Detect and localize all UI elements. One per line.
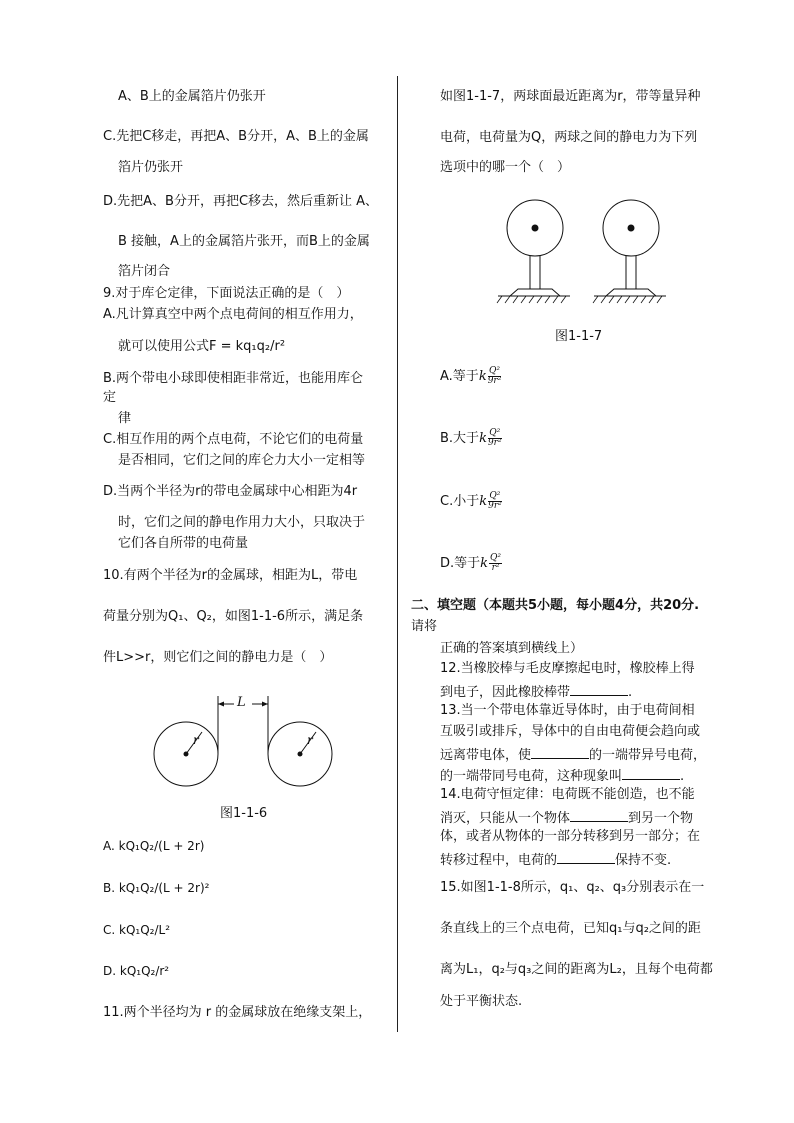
q9-option-d-line2: 时，它们之间的静电作用力大小，只取决于 [118,515,366,530]
fig6-label-r1: r [193,733,199,747]
q11-option-d [440,554,502,573]
q13-blank-1[interactable] [531,745,589,759]
question-15-line2: 条直线上的三个点电荷，已知q₁与q₂之间的距 [440,921,701,936]
q11-option-c [440,492,502,511]
q11-option-d-label: D.等于 [440,556,481,571]
fig6-label-r2: r [307,733,313,747]
fraction-numerator: Q² [489,428,501,438]
q11-option-c-label: C.小于 [440,494,480,509]
question-13-line2: 互吸引或排斥，导体中的自由电荷便会趋向或 [440,724,701,739]
option-b-continuation: A、B上的金属箔片仍张开 [118,89,266,104]
section-2-heading-line2: 请将 [411,619,438,634]
fraction-denominator: 9r² [487,376,502,386]
fig7-caption: 图1-1-7 [555,329,603,344]
figure-1-1-6 [140,690,380,790]
fig6-label-L: L [237,695,246,710]
q13-period: . [680,769,685,784]
q11-option-b-fraction [488,429,502,448]
question-14-line4 [440,850,671,869]
q10-option-a: A. kQ₁Q₂/(L + 2r) [103,839,205,853]
fraction-numerator: Q² [489,491,501,501]
q11-option-b-label: B.大于 [440,431,480,446]
q12-text: 到电子，因此橡胶棒带 [440,685,571,700]
q13-text-a: 远离带电体，使 [440,748,532,763]
q11-option-c-k: k [479,494,488,509]
q9-option-a-line2: 就可以使用公式F = kq₁q₂/r² [118,339,286,354]
q11-option-a-k: k [478,369,487,384]
q11-option-d-fraction [489,554,502,573]
option-c-line1: C.先把C移走，再把A、B分开，A、B上的金属 [103,129,369,144]
question-14-line3: 体，或者从物体的一部分转移到另一部分；在 [440,829,701,844]
question-10-line3: 件L>>r，则它们之间的静电力是（ ） [103,650,333,665]
q11-option-d-k: k [480,556,489,571]
fraction-denominator: 9r² [487,438,502,448]
q9-option-d-line3: 它们各自所带的电荷量 [118,536,249,551]
q10-option-b: B. kQ₁Q₂/(L + 2r)² [103,881,210,895]
question-10-line1: 10.有两个半径为r的金属球，相距为L，带电 [103,568,358,583]
question-10-line2: 荷量分别为Q₁、Q₂，如图1-1-6所示，满足条 [103,609,364,624]
q9-option-b-line1: B.两个带电小球即使相距非常近，也能用库仑 [103,371,364,386]
q12-blank[interactable] [570,682,628,696]
option-d-line3: 箔片闭合 [118,264,171,279]
q11-option-c-fraction [488,492,502,511]
q11-line4: 选项中的哪一个（ ） [440,160,571,175]
q10-option-d: D. kQ₁Q₂/r² [103,964,170,978]
fig6-caption: 图1-1-6 [220,806,268,821]
q9-option-c-line1: C.相互作用的两个点电荷，不论它们的电荷量 [103,432,364,447]
q14-text-a: 消灭，只能从一个物体 [440,811,571,826]
q9-option-a-line1: A.凡计算真空中两个点电荷间的相互作用力， [103,307,363,322]
question-13-line4 [440,766,684,785]
column-divider [397,76,398,1032]
q11-option-a [440,367,501,386]
fraction-numerator: Q² [490,553,502,563]
q10-option-c: C. kQ₁Q₂/L² [103,923,171,937]
fraction-denominator: r² [491,563,500,573]
q11-option-a-fraction [488,367,502,386]
question-12-line1: 12.当橡胶棒与毛皮摩擦起电时，橡胶棒上得 [440,661,695,676]
question-13-line3 [440,745,706,764]
question-15-line4: 处于平衡状态. [440,994,523,1009]
question-13-line1: 13.当一个带电体靠近导体时，由于电荷间相 [440,703,695,718]
question-14-line1: 14.电荷守恒定律：电荷既不能创造，也不能 [440,787,695,802]
q14-blank-2[interactable] [557,850,615,864]
q13-text-b: 的一端带异号电荷， [589,748,707,763]
q14-text-b: 到另一个物 [628,811,694,826]
q9-option-b-line2: 定 [103,390,117,405]
question-15-line3: 离为L₁，q₂与q₃之间的距离为L₂，且每个电荷都 [440,962,713,977]
fraction-denominator: 9r² [488,501,502,511]
question-9: 9.对于库仑定律，下面说法正确的是（ ） [103,286,350,301]
q13-blank-2[interactable] [622,766,680,780]
fraction-numerator: Q² [489,366,501,376]
q9-option-c-line2: 是否相同，它们之间的库仑力大小一定相等 [118,453,366,468]
q11-line2: 如图1-1-7，两球面最近距离为r，带等量异种 [440,89,701,104]
figure-1-1-7 [494,194,684,314]
q11-option-a-label: A.等于 [440,369,479,384]
q12-period: . [628,685,633,700]
q9-option-d-line1: D.当两个半径为r的带电金属球中心相距为4r [103,484,358,499]
q14-blank-1[interactable] [570,808,628,822]
q11-option-b [440,429,502,448]
q14-text-c: 转移过程中，电荷的 [440,853,558,868]
option-d-line2: B 接触，A上的金属箔片张开，而B上的金属 [118,234,370,249]
q9-option-b-line3: 律 [118,411,132,426]
section-2-instruction: 正确的答案填到横线上） [440,641,584,656]
option-c-line2: 箔片仍张开 [118,160,184,175]
section-2-heading: 二、填空题（本题共5小题，每小题4分，共20分. [411,598,700,613]
question-14-line2 [440,808,693,827]
question-15-line1: 15.如图1-1-8所示，q₁、q₂、q₃分别表示在一 [440,880,705,895]
question-12-line2 [440,682,632,701]
q11-line3: 电荷，电荷量为Q，两球之间的静电力为下列 [440,130,698,145]
q11-option-b-k: k [479,431,487,446]
option-d-line1: D.先把A、B分开，再把C移去，然后重新让 A、 [103,194,379,209]
q13-text-c: 的一端带同号电荷，这种现象叫 [440,769,623,784]
question-11-line1: 11.两个半径均为 r 的金属球放在绝缘支架上， [103,1005,372,1020]
q14-text-d: 保持不变. [615,853,672,868]
